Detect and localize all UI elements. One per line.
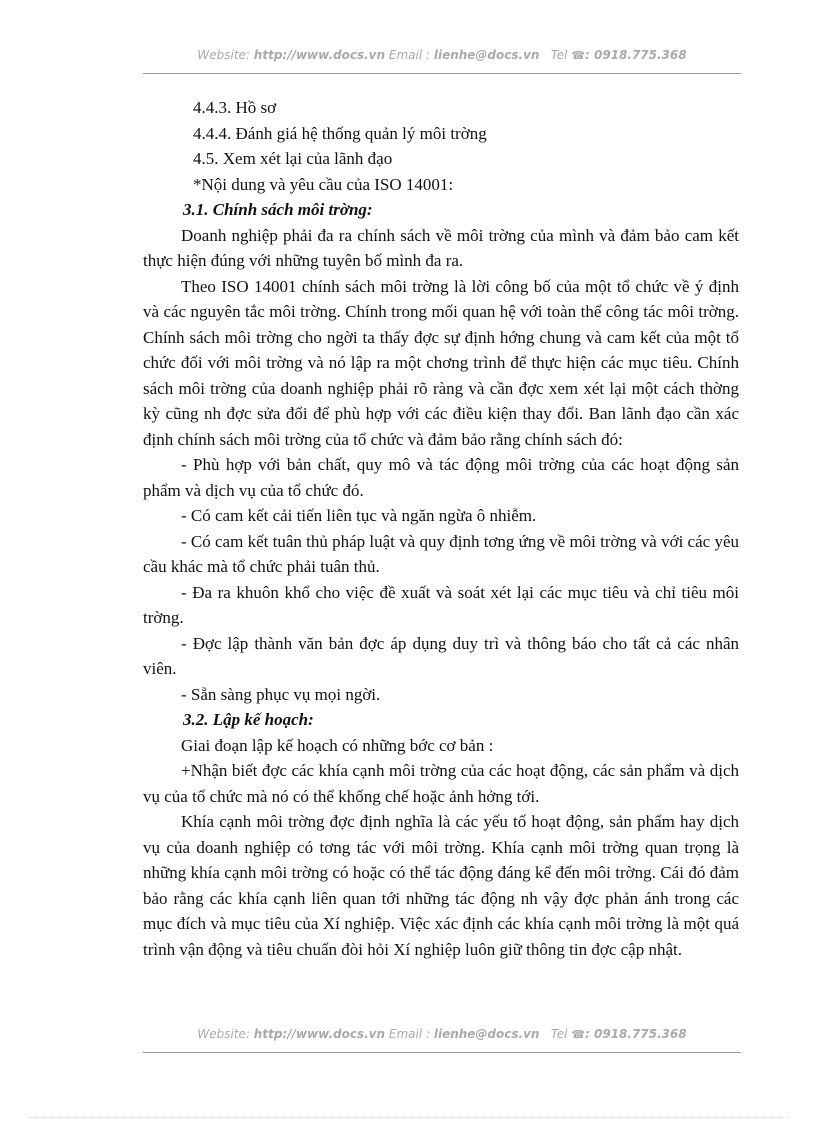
footer-tel-label: Tel bbox=[550, 1027, 568, 1041]
bullet-item: - Có cam kết tuân thủ pháp luật và quy định tơng ứng về môi trờng và với các yêu cầu khác mà tổ chức phải tuân thủ. bbox=[143, 531, 739, 576]
header-website-url[interactable]: http://www.docs.vn bbox=[253, 48, 386, 62]
paragraph: Doanh nghiệp phải đa ra chính sách về môi trờng của mình và đảm bảo cam kết thực hiện đúng với những tuyên bố mình đa ra. bbox=[143, 225, 739, 270]
section-heading: 3.2. Lập kế hoạch: bbox=[183, 710, 314, 729]
bullet-item: - Có cam kết cải tiến liên tục và ngăn ngừa ô nhiễm. bbox=[181, 506, 537, 525]
footer-email-label: Email : bbox=[388, 1027, 431, 1041]
paragraph: Theo ISO 14001 chính sách môi trờng là lời công bố của một tổ chức về ý định và các nguyên tắc môi trờng. Chính trong mối quan hệ với toàn thể công tác môi trờng. Chính sách môi trờng cho ngời ta thấy đợc sự định hớng chung và cam kết của một tổ chức đối với môi trờng và nó lập ra một chơng trình để thực hiện các mục tiêu. Chính sách môi trờng của doanh nghiệp phải rõ ràng và cần đợc xem xét lại một cách thờng kỳ cũng nh đợc sửa đổi để phù hợp với các điều kiện thay đổi. Ban lãnh đạo cần xác định chính sách môi trờng của tổ chức và đảm bảo rằng chính sách đó: bbox=[143, 276, 739, 449]
header-tel-label: Tel bbox=[550, 48, 568, 62]
phone-icon: ☎ bbox=[571, 1028, 586, 1041]
paragraph: Khía cạnh môi trờng đợc định nghĩa là các yếu tố hoạt động, sản phẩm hay dịch vụ của doanh nghiệp có tơng tác với môi trờng. Khía cạnh môi trờng quan trọng là những khía cạnh môi trờng có hoặc có thể tác động đáng kể đến môi trờng. Cái đó đảm bảo rằng các khía cạnh liên quan tới những tác động nh vậy đợc phản ánh trong các mục đích và mục tiêu của Xí nghiệp. Việc xác định các khía cạnh môi trờng là một quá trình vận động và tiêu chuẩn đòi hỏi Xí nghiệp luôn giữ thông tin đợc cập nhật. bbox=[143, 812, 739, 959]
toc-line: 4.5. Xem xét lại của lãnh đạo bbox=[193, 149, 393, 168]
page-footer bbox=[143, 1027, 741, 1041]
bullet-item: - Sẵn sàng phục vụ mọi ngời. bbox=[181, 684, 381, 704]
header-email[interactable]: lienhe@docs.vn bbox=[433, 48, 540, 62]
header-email-label: Email : bbox=[388, 48, 431, 62]
footer-website-label: Website: bbox=[197, 1027, 250, 1041]
paragraph: Giai đoạn lập kế hoạch có những bớc cơ bản : bbox=[181, 735, 494, 755]
requirements-intro: *Nội dung và yêu cầu của ISO 14001: bbox=[193, 174, 454, 194]
toc-line: 4.4.3. Hồ sơ bbox=[193, 98, 277, 117]
bullet-item: - Đợc lập thành văn bản đợc áp dụng duy trì và thông báo cho tất cả các nhân viên. bbox=[143, 633, 739, 678]
header-phone: : 0918.775.368 bbox=[585, 48, 687, 62]
footer-divider bbox=[143, 1052, 741, 1053]
footer-website-url[interactable]: http://www.docs.vn bbox=[253, 1027, 386, 1041]
document-body bbox=[143, 95, 739, 962]
header-divider bbox=[143, 73, 741, 74]
bullet-item: - Phù hợp với bản chất, quy mô và tác động môi trờng của các hoạt động sản phẩm và dịch vụ của tổ chức đó. bbox=[143, 455, 739, 500]
page-header bbox=[143, 48, 741, 62]
section-heading: 3.1. Chính sách môi trờng: bbox=[183, 200, 373, 219]
footer-email[interactable]: lienhe@docs.vn bbox=[433, 1027, 540, 1041]
paragraph: +Nhận biết đợc các khía cạnh môi trờng của các hoạt động, các sản phẩm và dịch vụ của tổ chức mà nó có thể khống chế hoặc ảnh hởng tới. bbox=[143, 761, 739, 806]
phone-icon: ☎ bbox=[571, 49, 586, 62]
toc-line: 4.4.4. Đánh giá hệ thống quản lý môi trờng bbox=[193, 123, 487, 143]
footer-phone: : 0918.775.368 bbox=[585, 1027, 687, 1041]
bullet-item: - Đa ra khuôn khổ cho việc đề xuất và soát xét lại các mục tiêu và chỉ tiêu môi trờng. bbox=[143, 582, 739, 627]
page-edge-dots bbox=[28, 1117, 788, 1118]
header-website-label: Website: bbox=[197, 48, 250, 62]
